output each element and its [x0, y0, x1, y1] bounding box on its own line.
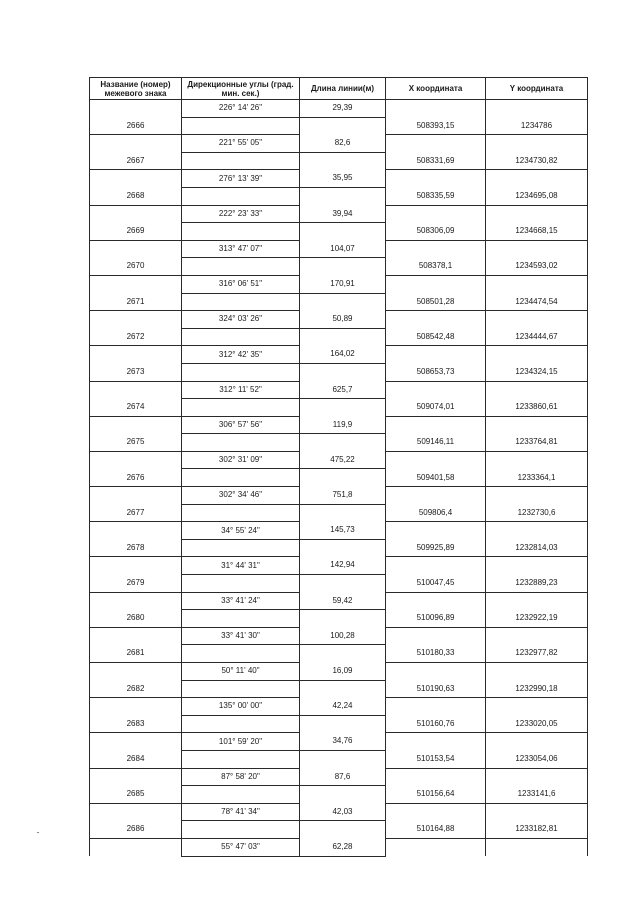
cell-length — [300, 645, 386, 663]
table-row-point — [90, 715, 588, 733]
cell-y — [486, 592, 588, 610]
cell-y — [486, 487, 588, 505]
cell-name — [90, 803, 182, 821]
cell-x — [386, 135, 486, 153]
cell-x: 510156,64 — [386, 786, 486, 804]
cell-angle: 313° 47' 07" — [182, 240, 300, 258]
cell-y: 1232922,19 — [486, 610, 588, 628]
cell-name — [90, 205, 182, 223]
coordinates-table — [89, 77, 588, 857]
cell-name — [90, 100, 182, 118]
cell-y: 1233020,05 — [486, 715, 588, 733]
cell-x: 510190,63 — [386, 680, 486, 698]
cell-y — [486, 768, 588, 786]
cell-angle: 222° 23' 33" — [182, 205, 300, 223]
table-row-segment — [90, 698, 588, 716]
cell-length — [300, 469, 386, 487]
cell-angle — [182, 117, 300, 135]
cell-length — [300, 399, 386, 417]
cell-length: 145,73 — [300, 522, 386, 540]
cell-y: 1233182,81 — [486, 821, 588, 839]
cell-name — [90, 663, 182, 681]
cell-length — [300, 750, 386, 768]
cell-name: 2681 — [90, 645, 182, 663]
cell-y — [486, 381, 588, 399]
cell-length — [300, 293, 386, 311]
cell-y — [486, 451, 588, 469]
cell-angle: 78° 41' 34" — [182, 803, 300, 821]
cell-name: 2669 — [90, 223, 182, 241]
cell-length — [300, 152, 386, 170]
cell-angle — [182, 575, 300, 593]
cell-angle: 87° 58' 20" — [182, 768, 300, 786]
cell-y: 1233364,1 — [486, 469, 588, 487]
table-row-segment — [90, 522, 588, 540]
cell-length: 82,6 — [300, 135, 386, 153]
table-row-point — [90, 821, 588, 839]
cell-x — [386, 100, 486, 118]
table-row-segment — [90, 733, 588, 751]
cell-angle — [182, 504, 300, 522]
cell-name: 2674 — [90, 399, 182, 417]
cell-y: 1232990,18 — [486, 680, 588, 698]
cell-angle: 226° 14' 26" — [182, 100, 300, 118]
cell-name: 2684 — [90, 750, 182, 768]
cell-x: 510153,54 — [386, 750, 486, 768]
cell-name — [90, 381, 182, 399]
cell-x: 509925,89 — [386, 539, 486, 557]
table-body — [90, 100, 588, 857]
cell-y — [486, 346, 588, 364]
table-row-point — [90, 575, 588, 593]
table-row-segment — [90, 487, 588, 505]
table-row-segment — [90, 627, 588, 645]
cell-name: 2686 — [90, 821, 182, 839]
cell-length: 751,8 — [300, 487, 386, 505]
table-row-segment — [90, 838, 588, 856]
cell-name — [90, 275, 182, 293]
header-x: X координата — [386, 78, 486, 100]
cell-length: 50,89 — [300, 311, 386, 329]
cell-angle: 135° 00' 00" — [182, 698, 300, 716]
table-row-point — [90, 504, 588, 522]
cell-angle: 33° 41' 24" — [182, 592, 300, 610]
cell-name — [90, 592, 182, 610]
cell-length: 59,42 — [300, 592, 386, 610]
cell-angle — [182, 680, 300, 698]
cell-length — [300, 821, 386, 839]
cell-length — [300, 434, 386, 452]
table-row-point — [90, 786, 588, 804]
cell-name — [90, 451, 182, 469]
cell-y — [486, 663, 588, 681]
table-row-point — [90, 469, 588, 487]
cell-angle — [182, 750, 300, 768]
cell-angle: 31° 44' 31" — [182, 557, 300, 575]
cell-angle — [182, 645, 300, 663]
cell-length — [300, 715, 386, 733]
cell-name: 2676 — [90, 469, 182, 487]
cell-angle: 316° 06' 51" — [182, 275, 300, 293]
header-y: Y координата — [486, 78, 588, 100]
cell-y — [486, 733, 588, 751]
cell-angle — [182, 328, 300, 346]
cell-y — [486, 135, 588, 153]
table-row-point — [90, 223, 588, 241]
cell-name: 2680 — [90, 610, 182, 628]
cell-length: 164,02 — [300, 346, 386, 364]
table-row-segment — [90, 275, 588, 293]
cell-y — [486, 522, 588, 540]
cell-length: 42,24 — [300, 698, 386, 716]
table-header-row — [90, 78, 588, 100]
cell-y — [486, 311, 588, 329]
cell-x: 508378,1 — [386, 258, 486, 276]
cell-y: 1234730,82 — [486, 152, 588, 170]
table-row-segment — [90, 346, 588, 364]
table-row-point — [90, 117, 588, 135]
cell-angle — [182, 786, 300, 804]
cell-x: 508335,59 — [386, 187, 486, 205]
cell-angle — [182, 293, 300, 311]
cell-name: 2672 — [90, 328, 182, 346]
cell-y: 1233141,6 — [486, 786, 588, 804]
cell-name — [90, 240, 182, 258]
cell-length — [300, 504, 386, 522]
cell-angle: 34° 55' 24" — [182, 522, 300, 540]
cell-name — [90, 768, 182, 786]
table-row-point — [90, 328, 588, 346]
cell-length: 104,07 — [300, 240, 386, 258]
cell-length — [300, 680, 386, 698]
cell-y — [486, 275, 588, 293]
cell-y: 1234474,54 — [486, 293, 588, 311]
table-row-point — [90, 399, 588, 417]
table-row-segment — [90, 451, 588, 469]
cell-name — [90, 522, 182, 540]
cell-x — [386, 803, 486, 821]
cell-y: 1234668,15 — [486, 223, 588, 241]
cell-x — [386, 557, 486, 575]
cell-length — [300, 328, 386, 346]
cell-angle — [182, 363, 300, 381]
cell-y: 1233054,06 — [486, 750, 588, 768]
cell-length — [300, 575, 386, 593]
cell-angle — [182, 469, 300, 487]
cell-name — [90, 838, 182, 856]
cell-angle: 306° 57' 56" — [182, 416, 300, 434]
cell-y — [486, 205, 588, 223]
table-row-segment — [90, 557, 588, 575]
cell-angle — [182, 152, 300, 170]
cell-length: 142,94 — [300, 557, 386, 575]
cell-x — [386, 522, 486, 540]
table-row-segment — [90, 311, 588, 329]
cell-x — [386, 663, 486, 681]
cell-length: 100,28 — [300, 627, 386, 645]
table-row-point — [90, 258, 588, 276]
header-name: Название (номер) межевого знака — [90, 78, 182, 100]
cell-y — [486, 240, 588, 258]
cell-angle: 55° 47' 03" — [182, 838, 300, 856]
cell-length: 625,7 — [300, 381, 386, 399]
cell-name — [90, 416, 182, 434]
cell-y: 1233860,61 — [486, 399, 588, 417]
cell-x: 510164,88 — [386, 821, 486, 839]
cell-name: 2679 — [90, 575, 182, 593]
cell-length: 170,91 — [300, 275, 386, 293]
table-row-point — [90, 645, 588, 663]
cell-angle: 50° 11' 40" — [182, 663, 300, 681]
cell-x: 510096,89 — [386, 610, 486, 628]
cell-x: 510047,45 — [386, 575, 486, 593]
cell-angle: 221° 55' 05" — [182, 135, 300, 153]
cell-x — [386, 240, 486, 258]
cell-y — [486, 838, 588, 856]
cell-angle: 302° 31' 09" — [182, 451, 300, 469]
cell-x — [386, 733, 486, 751]
cell-x — [386, 768, 486, 786]
cell-angle — [182, 223, 300, 241]
cell-x: 509146,11 — [386, 434, 486, 452]
cell-x — [386, 311, 486, 329]
cell-name: 2683 — [90, 715, 182, 733]
cell-name: 2668 — [90, 187, 182, 205]
table-row-point — [90, 539, 588, 557]
table-row-segment — [90, 416, 588, 434]
cell-length: 87,6 — [300, 768, 386, 786]
cell-length — [300, 786, 386, 804]
cell-y: 1234695,08 — [486, 187, 588, 205]
cell-angle: 33° 41' 30" — [182, 627, 300, 645]
cell-y: 1234444,67 — [486, 328, 588, 346]
cell-y: 1232730,6 — [486, 504, 588, 522]
cell-angle: 312° 42' 35" — [182, 346, 300, 364]
cell-name — [90, 135, 182, 153]
cell-y — [486, 557, 588, 575]
cell-angle: 324° 03' 26" — [182, 311, 300, 329]
cell-length: 39,94 — [300, 205, 386, 223]
cell-y: 1232814,03 — [486, 539, 588, 557]
cell-length — [300, 223, 386, 241]
cell-y — [486, 100, 588, 118]
cell-x: 508393,15 — [386, 117, 486, 135]
cell-y — [486, 170, 588, 188]
cell-x — [386, 698, 486, 716]
cell-name: 2673 — [90, 363, 182, 381]
table-row-segment — [90, 205, 588, 223]
cell-angle — [182, 399, 300, 417]
cell-x: 510160,76 — [386, 715, 486, 733]
cell-y: 1232977,82 — [486, 645, 588, 663]
cell-name: 2685 — [90, 786, 182, 804]
cell-y — [486, 416, 588, 434]
cell-angle — [182, 187, 300, 205]
cell-length — [300, 539, 386, 557]
cell-x: 508542,48 — [386, 328, 486, 346]
cell-name: 2666 — [90, 117, 182, 135]
cell-length: 119,9 — [300, 416, 386, 434]
table-row-point — [90, 610, 588, 628]
cell-length — [300, 187, 386, 205]
cell-angle: 312° 11' 52" — [182, 381, 300, 399]
cell-x: 509401,58 — [386, 469, 486, 487]
cell-length: 34,76 — [300, 733, 386, 751]
cell-x — [386, 170, 486, 188]
cell-y: 1232889,23 — [486, 575, 588, 593]
table-row-segment — [90, 768, 588, 786]
table-row-segment — [90, 381, 588, 399]
cell-name — [90, 170, 182, 188]
cell-name: 2671 — [90, 293, 182, 311]
cell-name — [90, 557, 182, 575]
cell-length — [300, 258, 386, 276]
cell-x — [386, 205, 486, 223]
table-row-segment — [90, 240, 588, 258]
cell-y: 1234593,02 — [486, 258, 588, 276]
cell-angle — [182, 715, 300, 733]
cell-x: 509074,01 — [386, 399, 486, 417]
cell-x — [386, 451, 486, 469]
cell-length: 42,03 — [300, 803, 386, 821]
cell-name — [90, 733, 182, 751]
cell-angle: 276° 13' 39" — [182, 170, 300, 188]
table-row-segment — [90, 170, 588, 188]
cell-name — [90, 698, 182, 716]
cell-length — [300, 610, 386, 628]
cell-x: 509806,4 — [386, 504, 486, 522]
cell-name: 2678 — [90, 539, 182, 557]
cell-angle — [182, 610, 300, 628]
table-row-point — [90, 152, 588, 170]
cell-length: 475,22 — [300, 451, 386, 469]
table-row-segment — [90, 663, 588, 681]
cell-x — [386, 416, 486, 434]
cell-angle — [182, 258, 300, 276]
scan-mark — [37, 832, 39, 833]
cell-y — [486, 803, 588, 821]
cell-name: 2675 — [90, 434, 182, 452]
cell-name — [90, 627, 182, 645]
cell-length: 35,95 — [300, 170, 386, 188]
cell-name — [90, 346, 182, 364]
table-row-point — [90, 434, 588, 452]
header-length: Длина линии(м) — [300, 78, 386, 100]
cell-x: 508653,73 — [386, 363, 486, 381]
cell-name — [90, 487, 182, 505]
cell-name: 2682 — [90, 680, 182, 698]
cell-x: 508501,28 — [386, 293, 486, 311]
cell-length — [300, 363, 386, 381]
cell-x: 510180,33 — [386, 645, 486, 663]
cell-name: 2667 — [90, 152, 182, 170]
table-row-point — [90, 293, 588, 311]
cell-length: 62,28 — [300, 838, 386, 856]
cell-length: 29,39 — [300, 100, 386, 118]
header-angle: Дирекционные углы (град. мин. сек.) — [182, 78, 300, 100]
table-row-point — [90, 363, 588, 381]
cell-x — [386, 275, 486, 293]
cell-y: 1234324,15 — [486, 363, 588, 381]
cell-angle: 302° 34' 46" — [182, 487, 300, 505]
cell-x — [386, 838, 486, 856]
cell-x: 508306,09 — [386, 223, 486, 241]
cell-angle — [182, 539, 300, 557]
cell-angle: 101° 59' 20" — [182, 733, 300, 751]
cell-y: 1233764,81 — [486, 434, 588, 452]
cell-angle — [182, 821, 300, 839]
table-row-segment — [90, 100, 588, 118]
cell-length — [300, 117, 386, 135]
cell-x: 508331,69 — [386, 152, 486, 170]
table-row-point — [90, 680, 588, 698]
table-row-segment — [90, 135, 588, 153]
cell-x — [386, 627, 486, 645]
cell-y — [486, 698, 588, 716]
cell-length: 16,09 — [300, 663, 386, 681]
table-row-point — [90, 750, 588, 768]
cell-name: 2670 — [90, 258, 182, 276]
cell-x — [386, 592, 486, 610]
cell-y: 1234786 — [486, 117, 588, 135]
cell-name: 2677 — [90, 504, 182, 522]
cell-x — [386, 346, 486, 364]
cell-angle — [182, 434, 300, 452]
cell-name — [90, 311, 182, 329]
table-row-point — [90, 187, 588, 205]
cell-x — [386, 381, 486, 399]
cell-x — [386, 487, 486, 505]
table-row-segment — [90, 592, 588, 610]
cell-y — [486, 627, 588, 645]
table-row-segment — [90, 803, 588, 821]
